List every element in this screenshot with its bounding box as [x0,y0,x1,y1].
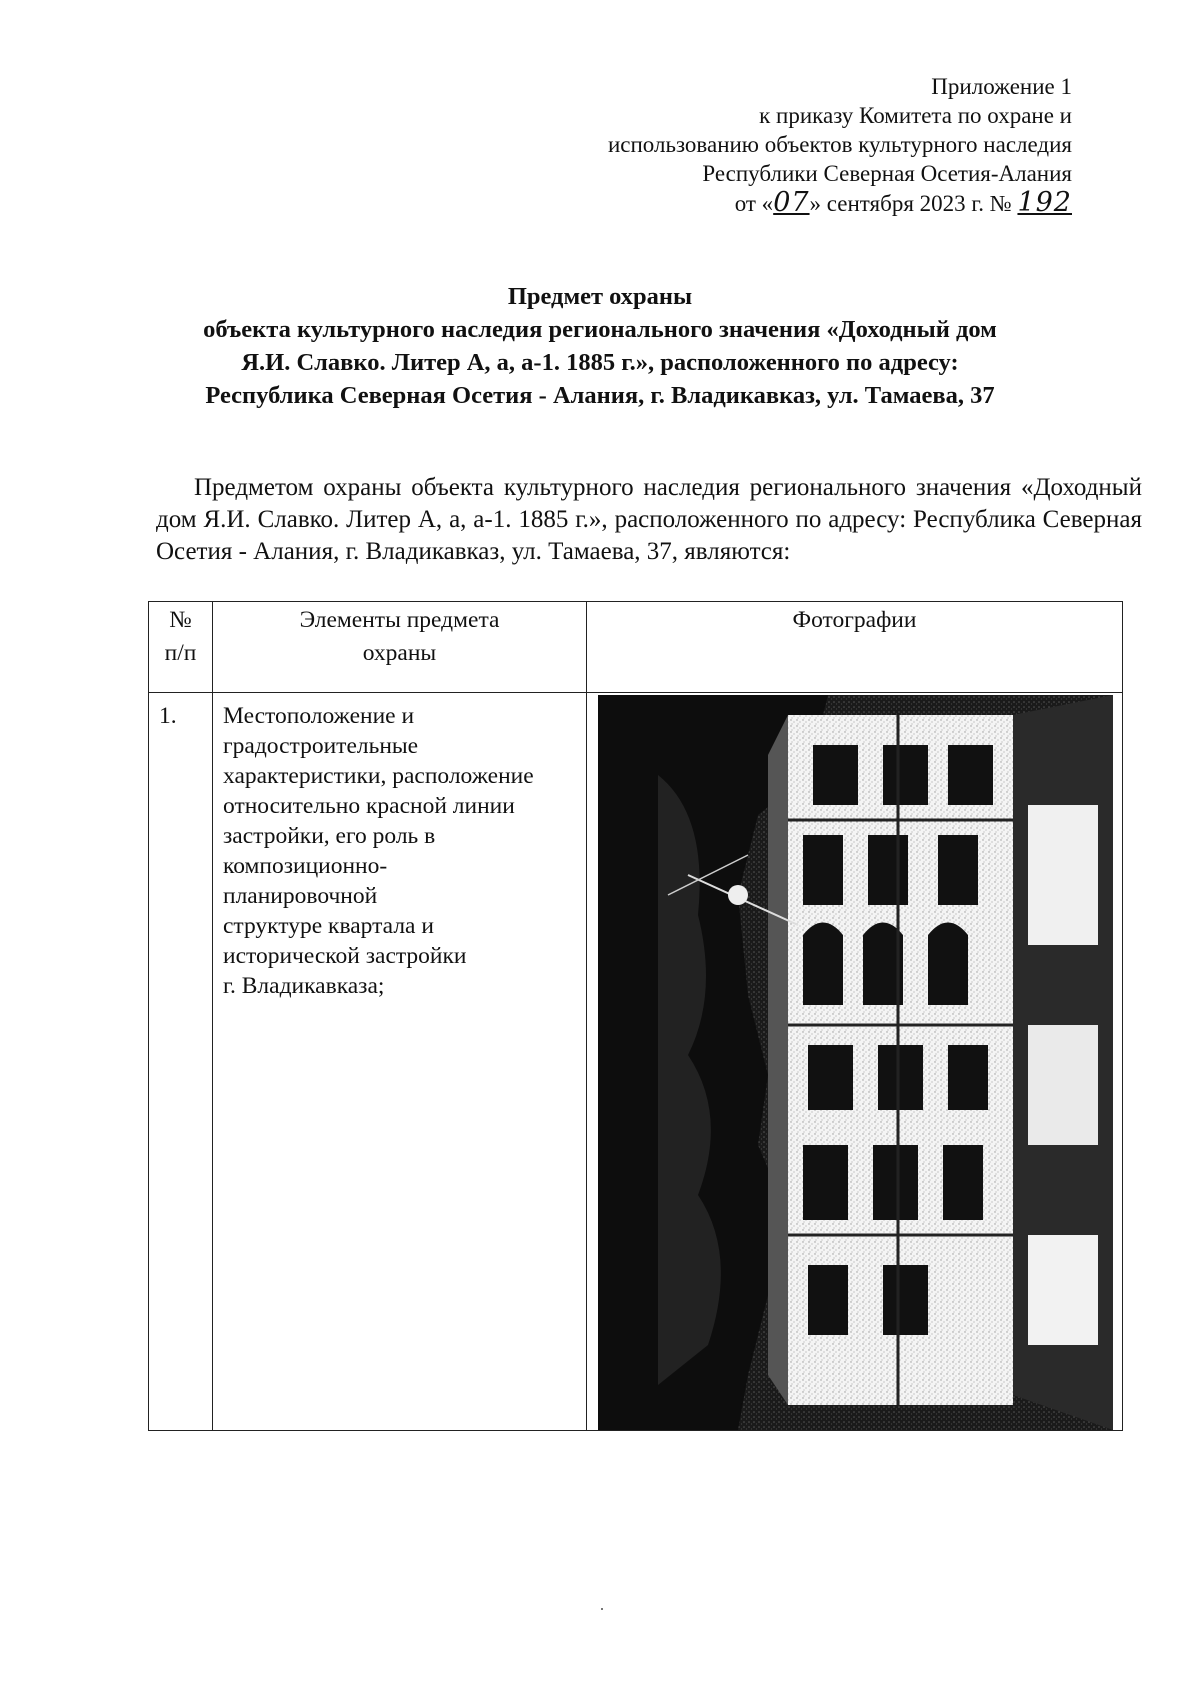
table-header-row [149,602,1123,693]
header-elements [213,602,587,693]
table-row [149,693,1123,1431]
header-number [149,602,213,693]
appendix-line-4: Республики Северная Осетия-Алания [702,161,1072,186]
title-line-1: Предмет охраны [507,283,693,310]
header-elements-line-1: Элементы предмета [299,607,500,633]
title-line-2: объекта культурного наследия регионального значения «Доходный дом [203,316,997,343]
page-mark [601,1608,603,1610]
element-line: Местоположение и [223,703,415,729]
element-line: г. Владикавказа; [223,973,385,999]
title-line-3: Я.И. Славко. Литер А, а, а-1. 1885 г.», расположенного по адресу: [241,349,959,376]
appendix-line-3: использованию объектов культурного наследия [607,132,1072,157]
intro-paragraph: Предметом охраны объекта культурного наследия регионального значения «Доходный дом Я.И. Славко. Литер А, а, а-1. 1885 г.», расположенного по адресу: Республика Северная Осетия - Алания, г. Владикавказ, ул. Тамаева, 37, являются: [156,474,1142,565]
element-line: композиционно- [223,853,388,879]
title-line-4: Республика Северная Осетия - Алания, г. Владикавказ, ул. Тамаева, 37 [205,382,995,409]
building-photo [598,695,1113,1430]
header-photos-label: Фотографии [792,607,917,633]
order-number-handwritten: 192 [1017,187,1072,218]
date-prefix: от « [734,191,774,216]
row-element-description [213,693,587,1431]
element-line: планировочной [223,883,378,909]
element-line: структуре квартала и [223,913,434,939]
element-line: характеристики, расположение [223,763,534,789]
date-mid: » сентября 2023 г. № [809,191,1012,216]
header-number-line-2: п/п [164,640,197,666]
row-photo-cell [587,693,1123,1431]
element-line: градостроительные [223,733,419,759]
element-line: застройки, его роль в [223,823,436,849]
element-line: исторической застройки [223,943,467,969]
protection-table [148,601,1123,1431]
document-title [150,280,1050,412]
row-number: 1. [149,693,213,1431]
appendix-line-2: к приказу Комитета по охране и [759,103,1072,128]
element-line: относительно красной линии [223,793,515,819]
header-elements-line-2: охраны [362,640,437,666]
header-photos [587,602,1123,693]
header-number-line-1: № [169,607,192,633]
appendix-date-line [512,188,1072,218]
date-day-handwritten: 07 [773,187,810,218]
appendix-header [512,72,1072,218]
appendix-line-1: Приложение 1 [931,74,1072,99]
